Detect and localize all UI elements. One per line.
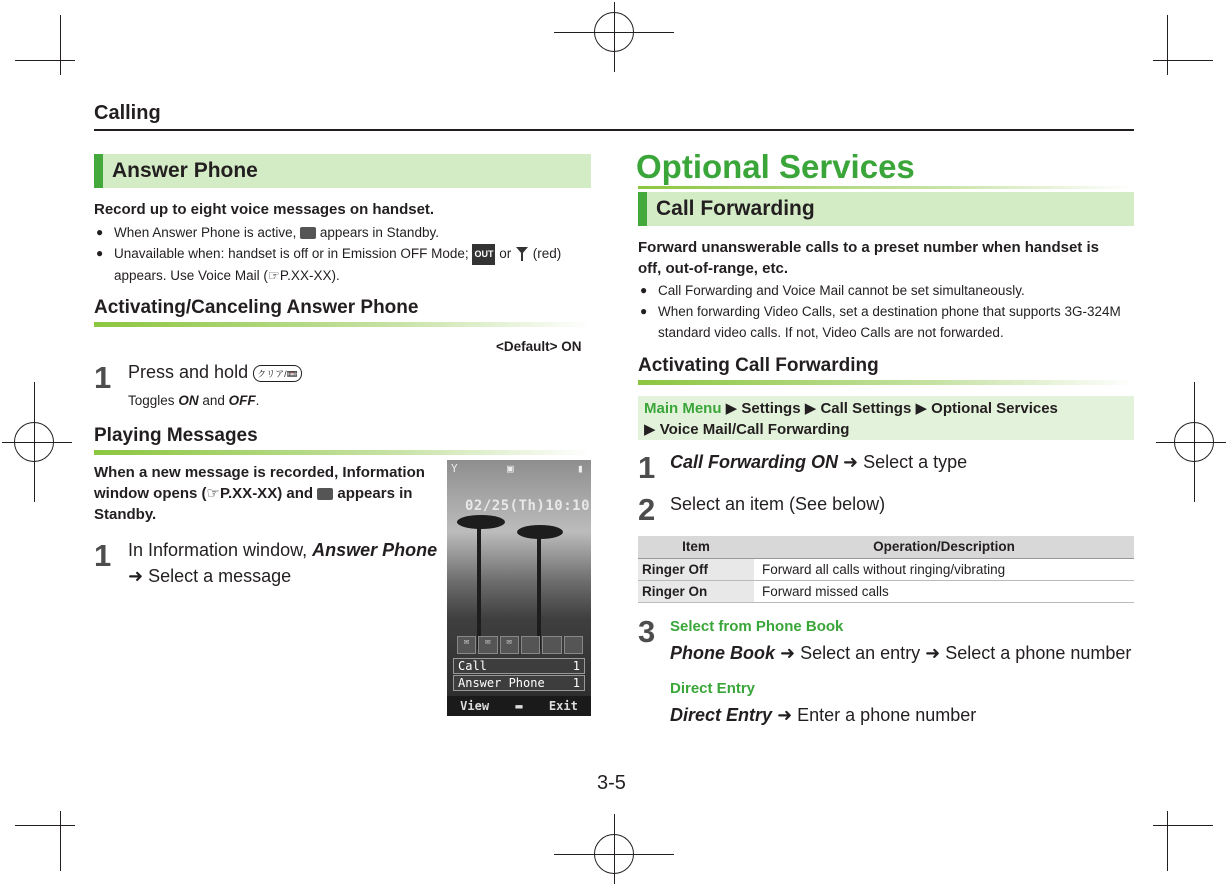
default-label: <Default> ON: [496, 339, 582, 354]
crop-mark: [1167, 15, 1168, 75]
operation-table: [638, 536, 1134, 603]
step-instruction: ➜ Select a type: [843, 452, 968, 472]
call-forwarding-bullet-1: ● Call Forwarding and Voice Mail cannot be set simultaneously.: [640, 280, 1134, 301]
direct-entry-option: Direct Entry: [670, 705, 773, 725]
notification-icon: ✉: [500, 636, 519, 654]
title-rule: [638, 186, 1134, 189]
notification-icon-row: [457, 636, 583, 654]
toggle-note: [128, 393, 259, 408]
info-row-label: Answer Phone: [458, 676, 545, 690]
info-row-label: Call: [458, 659, 487, 673]
playing-lead-line: Standby.: [94, 506, 157, 523]
palm-tree: [477, 520, 481, 650]
menu-path: [638, 396, 1134, 440]
call-forwarding-bullet-2: [640, 301, 1134, 343]
section-title: Calling: [94, 102, 161, 124]
step-instruction: ➜ Select an entry ➜ Select a phone number: [780, 643, 1132, 663]
playing-messages-heading: Playing Messages: [94, 425, 258, 446]
answer-phone-menu-item: Answer Phone: [312, 540, 438, 560]
menu-path-main-menu: Main Menu: [644, 400, 722, 417]
battery-icon: ▮: [577, 462, 584, 475]
step-number: 1: [638, 450, 656, 485]
antenna-icon: [515, 246, 533, 261]
crop-mark: [1153, 825, 1213, 826]
menu-path-optional-services: ▶ Optional Services: [915, 400, 1058, 417]
activating-call-forwarding-heading: Activating Call Forwarding: [638, 355, 879, 376]
table-row: [638, 558, 1134, 580]
table-cell-item: Ringer On: [638, 580, 754, 602]
bullet-text: appears. Use Voice Mail (☞P.XX-XX).: [114, 267, 340, 283]
optional-services-title: Optional Services: [636, 148, 915, 185]
phone-book-option: Phone Book: [670, 643, 776, 663]
crop-mark: [614, 814, 615, 884]
table-header-row: [638, 536, 1134, 558]
status-icon: ▣: [507, 462, 514, 475]
view-softkey[interactable]: View: [460, 699, 490, 713]
step-text: ➜ Select a message: [128, 566, 292, 586]
step-instruction: Press and hold: [128, 362, 249, 382]
menu-path-settings: ▶ Settings: [725, 400, 801, 417]
step-text: [670, 452, 967, 473]
step-number: 3: [638, 614, 656, 649]
table-cell-description: Forward missed calls: [754, 580, 1134, 602]
center-softkey-icon[interactable]: ▬: [515, 699, 523, 713]
palm-tree: [537, 530, 541, 650]
notification-slot: [564, 636, 583, 654]
heading-rule: [94, 322, 591, 327]
table-header: Operation/Description: [754, 536, 1134, 558]
notification-icon: ✉: [457, 636, 476, 654]
playing-lead: [94, 462, 439, 525]
lead-text: window opens (☞P.XX-XX) and: [94, 485, 314, 502]
bullet-text: appears in Standby.: [319, 225, 439, 240]
crop-mark: [15, 60, 75, 61]
out-of-service-icon: OUT: [472, 244, 495, 265]
playing-lead-line: When a new message is recorded, Information: [94, 464, 425, 481]
table-cell-description: Forward all calls without ringing/vibrating: [754, 558, 1134, 580]
lead-line: Forward unanswerable calls to a preset number when handset is: [638, 239, 1099, 256]
clear-key-icon: クリア/📼: [253, 365, 302, 382]
crop-mark: [34, 382, 35, 502]
step-text: [128, 540, 437, 561]
bullet-text: (red): [532, 246, 562, 261]
soft-key-bar: [447, 696, 591, 716]
palm-leaves: [517, 525, 563, 539]
playing-lead-line: [94, 483, 439, 504]
toggle-off: OFF: [228, 393, 256, 408]
crop-mark: [1153, 60, 1213, 61]
info-row-answer-phone[interactable]: [453, 675, 585, 691]
toggle-text: .: [255, 393, 260, 408]
call-forwarding-heading: Call Forwarding: [638, 192, 1134, 226]
step-number: 1: [94, 360, 112, 395]
table-cell-item: Ringer Off: [638, 558, 754, 580]
crop-mark: [60, 15, 61, 75]
step-instruction: ➜ Enter a phone number: [777, 705, 977, 725]
heading-rule: [638, 380, 1134, 385]
crop-mark: [60, 811, 61, 871]
crop-mark: [1167, 811, 1168, 871]
info-row-call[interactable]: [453, 658, 585, 674]
heading-rule: [94, 450, 591, 455]
step-instruction: In Information window,: [128, 540, 308, 560]
crop-mark: [1194, 382, 1195, 502]
step-number: 2: [638, 492, 656, 527]
answer-phone-icon: [300, 227, 316, 239]
call-forwarding-lead: [638, 237, 1134, 279]
exit-softkey[interactable]: Exit: [548, 699, 578, 713]
activating-answer-phone-heading: Activating/Canceling Answer Phone: [94, 297, 419, 318]
antenna-icon: Y: [451, 462, 458, 475]
table-header: Item: [638, 536, 754, 558]
bullet-text: When forwarding Video Calls, set a destination phone that supports 3G-324M: [658, 304, 1121, 319]
step-text: [128, 362, 302, 383]
step-text: [670, 705, 976, 726]
menu-path-voice-mail: ▶ Voice Mail/Call Forwarding: [644, 421, 850, 438]
standby-clock: 02/25(Th)10:10: [465, 498, 591, 514]
crop-mark: [2, 442, 72, 443]
step-text: [670, 643, 1131, 664]
notification-icon: ✉: [478, 636, 497, 654]
crop-mark: [614, 2, 615, 72]
answer-phone-bullet-1: [96, 222, 591, 243]
lead-line: off, out-of-range, etc.: [638, 260, 788, 277]
direct-entry-label: Direct Entry: [670, 680, 756, 697]
info-row-count: 1: [572, 676, 580, 690]
crop-mark: [15, 825, 75, 826]
crop-mark: [1156, 442, 1226, 443]
menu-path-line: [644, 398, 1128, 419]
info-row-count: 1: [572, 659, 580, 673]
menu-path-call-settings: ▶ Call Settings: [804, 400, 912, 417]
toggle-text: and: [202, 393, 225, 408]
notification-slot: [542, 636, 561, 654]
step-text: Select an item (See below): [670, 494, 886, 514]
bullet-text: When Answer Phone is active,: [114, 225, 297, 240]
toggle-text: Toggles: [128, 393, 175, 408]
answer-phone-icon: [317, 488, 333, 500]
answer-phone-lead: Record up to eight voice messages on handset.: [94, 201, 435, 218]
select-from-phone-book-label: Select from Phone Book: [670, 618, 844, 635]
bullet-text: Unavailable when: handset is off or in Emission OFF Mode;: [114, 246, 469, 261]
answer-phone-heading: Answer Phone: [94, 154, 591, 188]
bullet-text: standard video calls. If not, Video Calls are not forwarded.: [658, 325, 1004, 340]
notification-slot: [521, 636, 540, 654]
toggle-on: ON: [178, 393, 199, 408]
phone-standby-screen: [447, 460, 591, 716]
bullet-text: or: [499, 246, 512, 261]
header-rule: [94, 129, 1134, 131]
palm-leaves: [457, 515, 505, 529]
call-forwarding-on-option: Call Forwarding ON: [670, 452, 839, 472]
table-row: [638, 580, 1134, 602]
lead-text: appears in: [337, 485, 413, 502]
answer-phone-bullet-2: [96, 243, 591, 286]
step-number: 1: [94, 538, 112, 573]
page-number: 3-5: [597, 772, 626, 794]
